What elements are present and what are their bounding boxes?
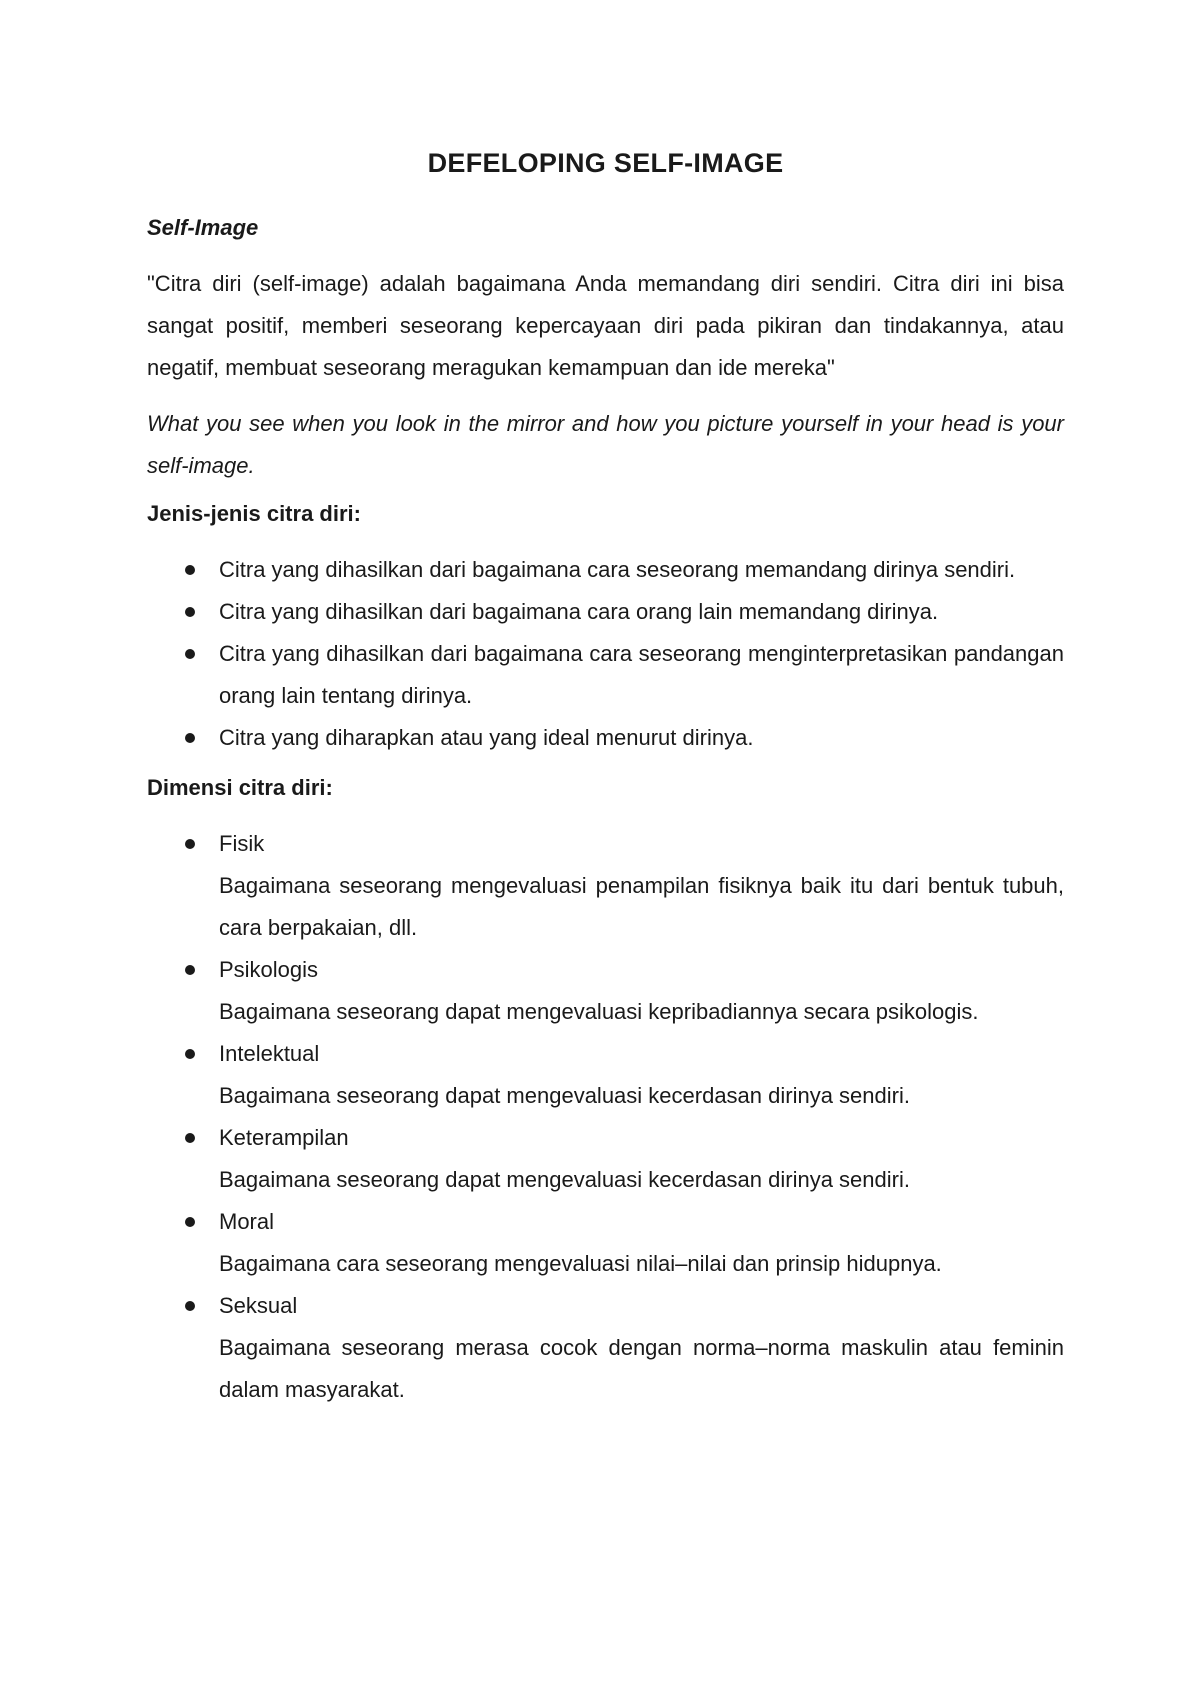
list-item [147, 1117, 1064, 1201]
dimension-description: Bagaimana seseorang dapat mengevaluasi kepribadiannya secara psikologis. [219, 999, 979, 1024]
list-item [147, 1033, 1064, 1117]
document-title: DEFELOPING SELF-IMAGE [427, 148, 784, 178]
dimension-name: Fisik [219, 831, 265, 856]
list-item [147, 823, 1064, 949]
list-item-text: Citra yang diharapkan atau yang ideal menurut dirinya. [219, 725, 754, 750]
types-heading: Jenis-jenis citra diri: [147, 501, 361, 526]
dimension-description: Bagaimana cara seseorang mengevaluasi nilai–nilai dan prinsip hidupnya. [219, 1251, 942, 1276]
bullet-icon [185, 733, 195, 743]
bullet-icon [185, 607, 195, 617]
dimension-description: Bagaimana seseorang dapat mengevaluasi kecerdasan dirinya sendiri. [219, 1167, 910, 1192]
bullet-icon [185, 965, 195, 975]
list-item-text: Citra yang dihasilkan dari bagaimana cara orang lain memandang dirinya. [219, 599, 939, 624]
bullet-icon [185, 839, 195, 849]
dimension-description: Bagaimana seseorang dapat mengevaluasi kecerdasan dirinya sendiri. [219, 1083, 910, 1108]
list-item [147, 1201, 1064, 1285]
list-item [147, 549, 1064, 591]
dimension-description: Bagaimana seseorang mengevaluasi penampilan fisiknya baik itu dari bentuk tubuh, cara berpakaian, dll. [219, 873, 1064, 940]
list-item [147, 949, 1064, 1033]
document-page [147, 140, 1064, 1427]
list-item [147, 1285, 1064, 1411]
dimensions-heading: Dimensi citra diri: [147, 775, 333, 800]
dimension-name: Seksual [219, 1293, 298, 1318]
bullet-icon [185, 565, 195, 575]
dimension-name: Keterampilan [219, 1125, 349, 1150]
self-image-english-quote: What you see when you look in the mirror and how you picture yourself in your head is your self-image. [147, 411, 1064, 478]
list-item [147, 591, 1064, 633]
list-item [147, 633, 1064, 717]
dimension-name: Psikologis [219, 957, 319, 982]
bullet-icon [185, 1217, 195, 1227]
dimensions-list [147, 823, 1064, 1411]
dimension-name: Intelektual [219, 1041, 320, 1066]
dimension-name: Moral [219, 1209, 275, 1234]
bullet-icon [185, 1301, 195, 1311]
list-item-text: Citra yang dihasilkan dari bagaimana cara seseorang menginterpretasikan pandangan orang lain tentang dirinya. [219, 641, 1064, 708]
list-item-text: Citra yang dihasilkan dari bagaimana cara seseorang memandang dirinya sendiri. [219, 557, 1016, 582]
bullet-icon [185, 1049, 195, 1059]
self-image-heading: Self-Image [147, 215, 259, 240]
self-image-definition: "Citra diri (self-image) adalah bagaimana Anda memandang diri sendiri. Citra diri ini bisa sangat positif, memberi seseorang kepercayaan diri pada pikiran dan tindakannya, atau negatif, membuat seseorang meragukan kemampuan dan ide mereka" [147, 271, 1064, 380]
list-item [147, 717, 1064, 759]
dimension-description: Bagaimana seseorang merasa cocok dengan norma–norma maskulin atau feminin dalam masyarakat. [219, 1335, 1064, 1402]
bullet-icon [185, 1133, 195, 1143]
bullet-icon [185, 649, 195, 659]
types-list [147, 549, 1064, 759]
